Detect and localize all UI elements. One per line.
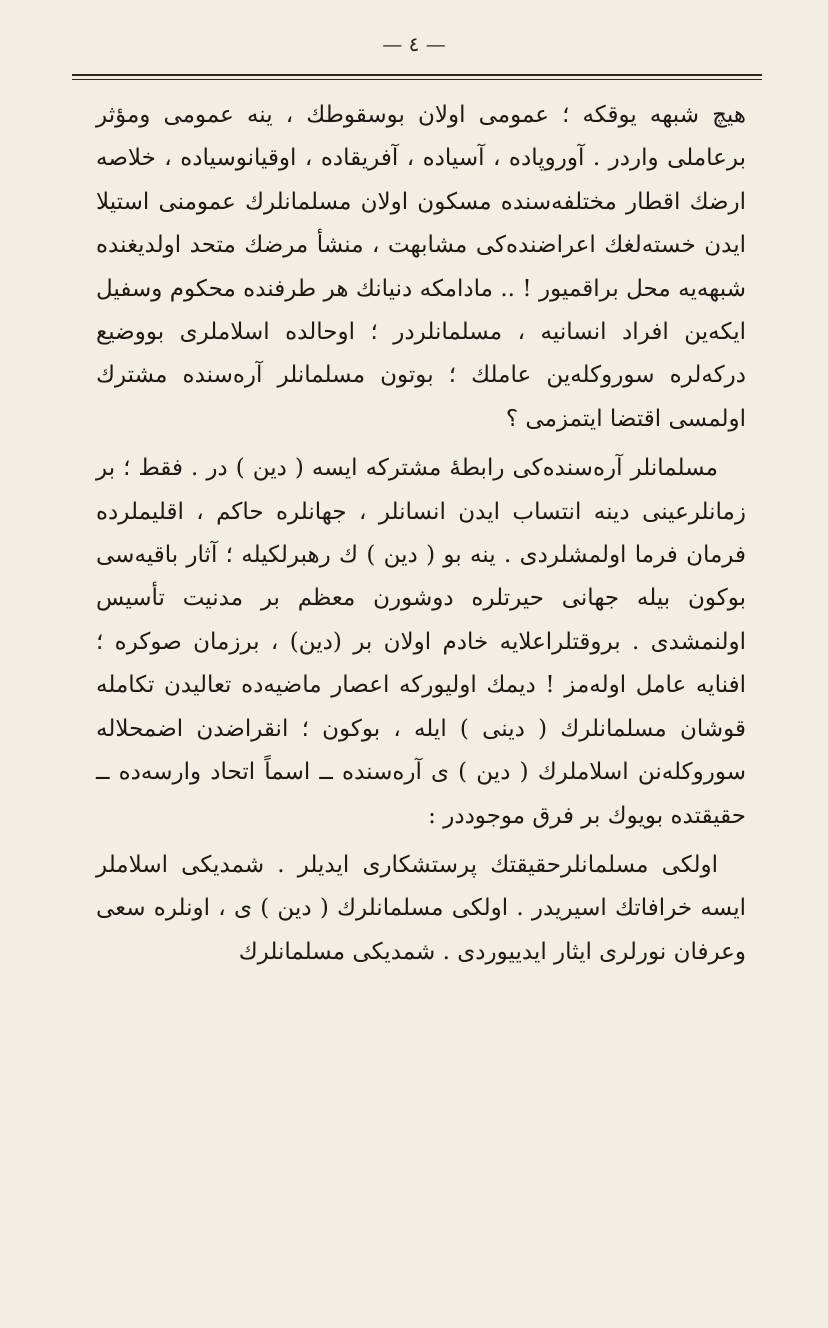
- paragraph-1: هیچ شبهه یوقكه ؛ عمومی اولان بوسقوطك ، ینه عمومی ومؤثر برعاملی واردر . آوروپاده ، آسیاده ، آفریقاده ، اوقیانوسیاده ، خلاصه ارضك اقطار مختلفه‌سنده مسكون اولان مسلمانلرك عمومنی استیلا ایدن خسته‌لغك اعراضنده‌كی مشابهت ، منشأ مرضك متحد اولدیغنده شبهه‌یه محل براقمیور ! .. مادامكه دنیانك هر طرفنده محكوم وسفیل ایكه‌ین افراد انسانیه ، مسلمانلردر ؛ اوحالده اسلاملری بووضیع دركه‌لره سوروكله‌ین عاملك ؛ بوتون مسلمانلر آره‌سنده مشترك اولمسی اقتضا ایتمزمی ؟: [96, 102, 746, 432]
- body-text: [96, 94, 746, 1314]
- header-rule: [72, 74, 762, 76]
- paragraph-2: مسلمانلر آره‌سنده‌كی رابطهٔ مشتركه ایسه ( دین ) در . فقط ؛ بر زمانلرعینی دینه انتساب ایدن انسانلر ، جهانلره حاكم ، اقلیملرده فرمان فرما اولمشلردی . ینه بو ( دین ) ك رهبرلكیله ؛ آثار باقیه‌سی بوكون بیله جهانی حیرتلره دوشورن معظم بر مدنیت تأسیس اولنمشدی . بروقتلراعلایه خادم اولان بر (دین) ، برزمان صوكره ؛ افنایه عامل اوله‌مز ! دیمك اولیوركه اعصار ماضیه‌ده تعالیدن تكامله قوشان مسلمانلرك ( دینی ) ایله ، بوكون ؛ انقراضدن اضمحلاله سوروكله‌نن اسلاملرك ( دین ) ی آره‌سنده ــ اسماً اتحاد وارسه‌ده ــ حقیقتده بویوك بر فرق موجوددر :: [96, 455, 746, 829]
- paragraph-3: اولكی مسلمانلرحقیقتك پرستشكاری ایدیلر . شمدیكی اسلاملر ایسه خرافاتك اسیریدر . اولكی مسلمانلرك ( دین ) ی ، اونلره سعی وعرفان نورلری ایثار ایدییوردی . شمدیكی مسلمانلرك: [96, 851, 746, 965]
- page-number: — ٤ —: [382, 32, 446, 56]
- header-rule-thin: [72, 79, 762, 80]
